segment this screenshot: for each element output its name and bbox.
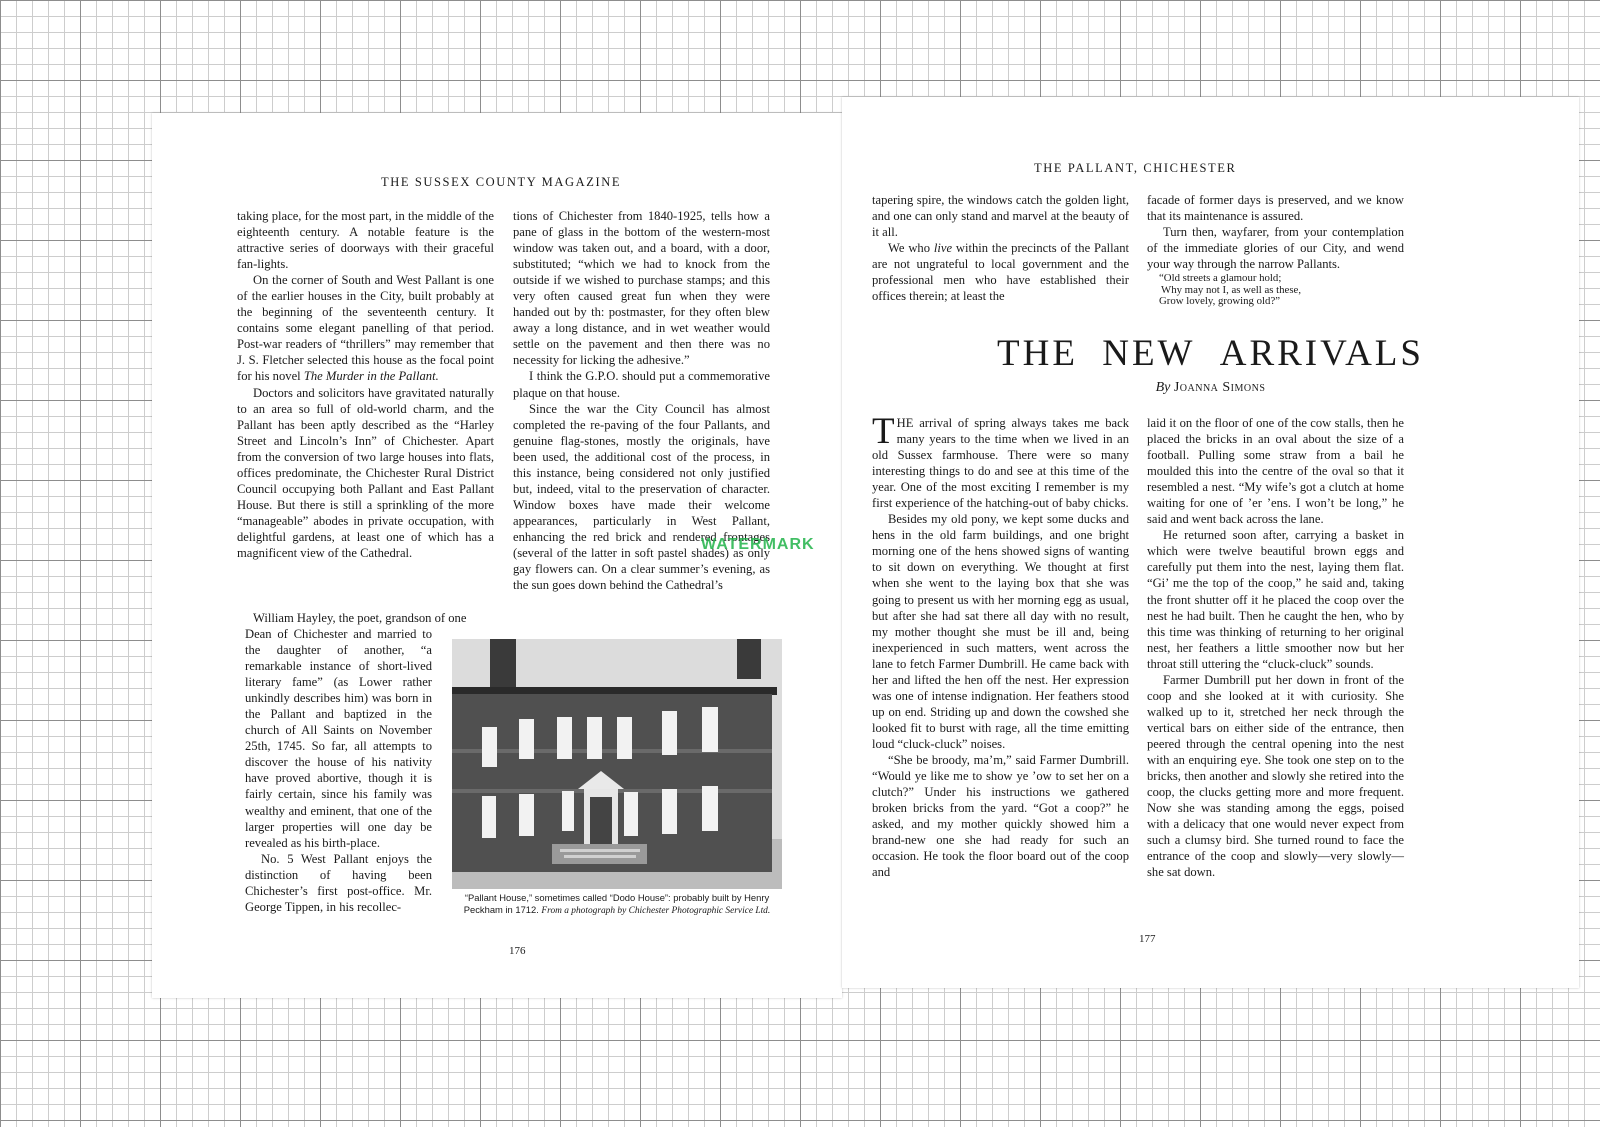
byline-by: By [1155,380,1171,395]
caption-credit: From a photograph by Chichester Photographic Service Ltd. [541,906,771,916]
paragraph: tions of Chichester from 1840-1925, tells how a pane of glass in the bottom of the western-most window was taken out, and a board, with a door, substituted; “which we had to knock from the outside if we wished to purchase stamps; and this very often caused great fun when they were handed out by th: postmaster, for they often blew away a long distance, and in wet weather would settle on the pavement and then there was no necessity for licking the adhesive.” [513,209,770,368]
paragraph: Doctors and solicitors have gravitated naturally to an area so full of old-world charm, and the Pallant has been aptly described as the “Harley Street and Lincoln’s Inn” of Chichester. Apart from the conversion of two large houses into flats, offices predominate, the Chichester Rural District Council occupying both Pallant and East Pallant House. But there is still a sprinkling of the more “manageable” abodes in private occupation, with delightful gardens, at least one of which has a magnificent view of the Cathedral. [237,385,494,560]
folio-right: 177 [1139,933,1156,945]
article-byline [842,380,1579,396]
folio-left: 176 [509,945,526,957]
running-head-right: THE PALLANT, CHICHESTER [1034,161,1237,175]
paragraph: I think the G.P.O. should put a commemorative plaque on that house. [513,369,770,400]
paragraph-text: within the precincts of the Pallant are not ungrateful to local government and the professional men who have established their offices therein; at least the [872,241,1130,304]
paragraph-text: HE arrival of spring always takes me back many years to the time when we lived in an old Sussex farmhouse. There were so many interesting things to do and see at this time of the year. One of the most exciting I remember is my first experience of the hatching-out of baby chicks. [872,416,1129,511]
live-word: live [933,241,953,256]
paragraph: Turn then, wayfarer, from your contemplation of the immediate glories of our City, and wend your way through the narrow Pallants. [1147,225,1404,272]
byline-author: Joanna Simons [1173,380,1266,395]
pallant-house-image [452,639,782,889]
headline-word: NEW [1102,333,1196,374]
headline-word: ARRIVALS [1219,333,1424,374]
verse-quote [1159,273,1301,308]
right-page [842,97,1579,988]
pallant-house-photo [452,639,782,889]
left-col-1-top [237,208,494,608]
novel-title: The Murder in the Pallant. [303,369,439,384]
watermark: WATERMARK [701,536,815,553]
photo-caption [452,892,782,917]
running-head-left: THE SUSSEX COUNTY MAGAZINE [381,175,622,189]
left-page [152,113,842,998]
paragraph: Dean of Chichester and married to the daughter of another, “a remarkable instance of short-lived literary fame” (as Lower rather unkindly describes him) was born in the Pallant and baptized in the church of All Saints on November 25th, 1745. So far, all attempts to discover the house of his nativity have proved abortive, though it is fairly certain, since his family was wealthy and eminent, that one of the larger properties will one day be revealed as his birth-place. [245,627,432,850]
paragraph: taking place, for the most part, in the middle of the eighteenth century. A notable feature is the attractive series of doorways with their graceful fan-lights. [237,209,494,272]
article-headline [842,332,1579,375]
paragraph: “She be broody, ma’m,” said Farmer Dumbrill. “Would ye like me to show ye ’ow to set her on a clutch?” Under his instructions we gathered broken bricks from the yard. “Got a coop?” he asked, and my mother quickly showed him a brand-new one she had ready for such an occasion. He took the floor board out of the coop and [872,752,1129,880]
article-col-2 [1147,415,1404,925]
paragraph-text: We who [888,241,934,256]
right-top-col-1 [872,192,1129,304]
left-col-1-hayley-head [237,610,494,626]
caption-main: “Pallant House,” sometimes called “Dodo House”: probably built by Henry Peckham in 1712. [463,892,770,915]
verse-line: “Old streets a glamour hold; [1159,272,1282,284]
paragraph: tapering spire, the windows catch the golden light, and one can only stand and marvel at the beauty of it all. [872,193,1129,240]
paragraph: facade of former days is preserved, and we know that its maintenance is assured. [1147,193,1404,224]
paragraph-fletcher [237,272,494,384]
paragraph-text: On the corner of South and West Pallant is one of the earlier houses in the City, built probably at the beginning of the seventeenth century. It contains some elegant panelling of that period. Post-war readers of “thrillers” may remember that J. S. Fletcher selected this house as the focal point for his novel [237,273,494,384]
paragraph: laid it on the floor of one of the cow stalls, then he placed the bricks in an oval about the size of a football. Pulling some straw from a bail he moulded this into the centre of the oval so that it resembled a nest. “My wife’s got a clutch at home waiting for one of ’er ’ens. I won’t be long,” he said and went back across the lane. [1147,416,1404,527]
article-col-1 [872,411,1129,925]
paragraph: Farmer Dumbrill put her down in front of the coop and she looked at it with curiosity. She walked up to it, stretched her neck through the vertical bars on either side of the entrance, then peered through the central opening into the nest with an enquiring eye. She took one step on to the bricks, then another and slowly she retired into the coop, the clucks getting more and more frequent. Now she was standing among the eggs, poised with a delicacy that one would never expect from such a clumsy bird. She turned round to face the entrance of the coop and slowly—very slowly—she sat down. [1147,672,1404,880]
verse-line: Why may not I, as well as these, [1161,283,1302,296]
headline-word: THE [997,333,1078,374]
drop-cap: T [872,411,895,452]
left-col-1-narrow [245,626,432,996]
left-col-2 [513,208,770,628]
verse-line: Grow lovely, growing old?” [1159,295,1281,307]
paragraph-live [872,240,1129,304]
paragraph: William Hayley, the poet, grandson of one [253,611,467,625]
paragraph: No. 5 West Pallant enjoys the distinction of having been Chichester’s first post-office. Mr. George Tippen, in his recollec- [245,851,432,914]
paragraph-opening [872,411,1129,511]
right-top-col-2 [1147,192,1404,272]
paragraph: Since the war the City Council has almost completed the re-paving of the four Pallants, and genuine flag-stones, mostly the originals, have been used, the additional cost of the process, in this instance, being considered not only justified but, indeed, vital to the preservation of character. Window boxes have made their welcome appearances, particularly in West Pallant, enhancing the red brick and rendered frontages (several of the latter in soft pastel shades) as only gay flowers can. On a clear summer’s evening, as the sun goes down behind the Cathedral’s [513,401,770,593]
paragraph: He returned soon after, carrying a basket in which were twelve beautiful brown eggs and carefully put them into the nest, laying them flat. “Gi’ me the top of the coop,” he said and, taking the front shutter off it he placed the coop over the nest he had built. Then he caught the hen, who by this time was thinking of returning to her original nest, her feathers a little smoother now but her throat still uttering the “cluck-cluck” sounds. [1147,528,1404,671]
paragraph: Besides my old pony, we kept some ducks and hens in the old farm buildings, and one bright morning one of the hens showed signs of wanting to sit down on everything. We thought at first when she went to the laying box that she was going to present us with her morning egg as usual, but after she had sat there all day with no result, my mother thought she must be ill and, being inexperienced in such matters, went across the lane to fetch Farmer Dumbrill. He came back with her and lifted the hen off the nest. Her expression was one of intense indignation. Her feathers stood up on end. Striding up and down the cowshed she looked fit to burst with rage, all the time emitting loud “cluck-cluck” noises. [872,512,1129,751]
